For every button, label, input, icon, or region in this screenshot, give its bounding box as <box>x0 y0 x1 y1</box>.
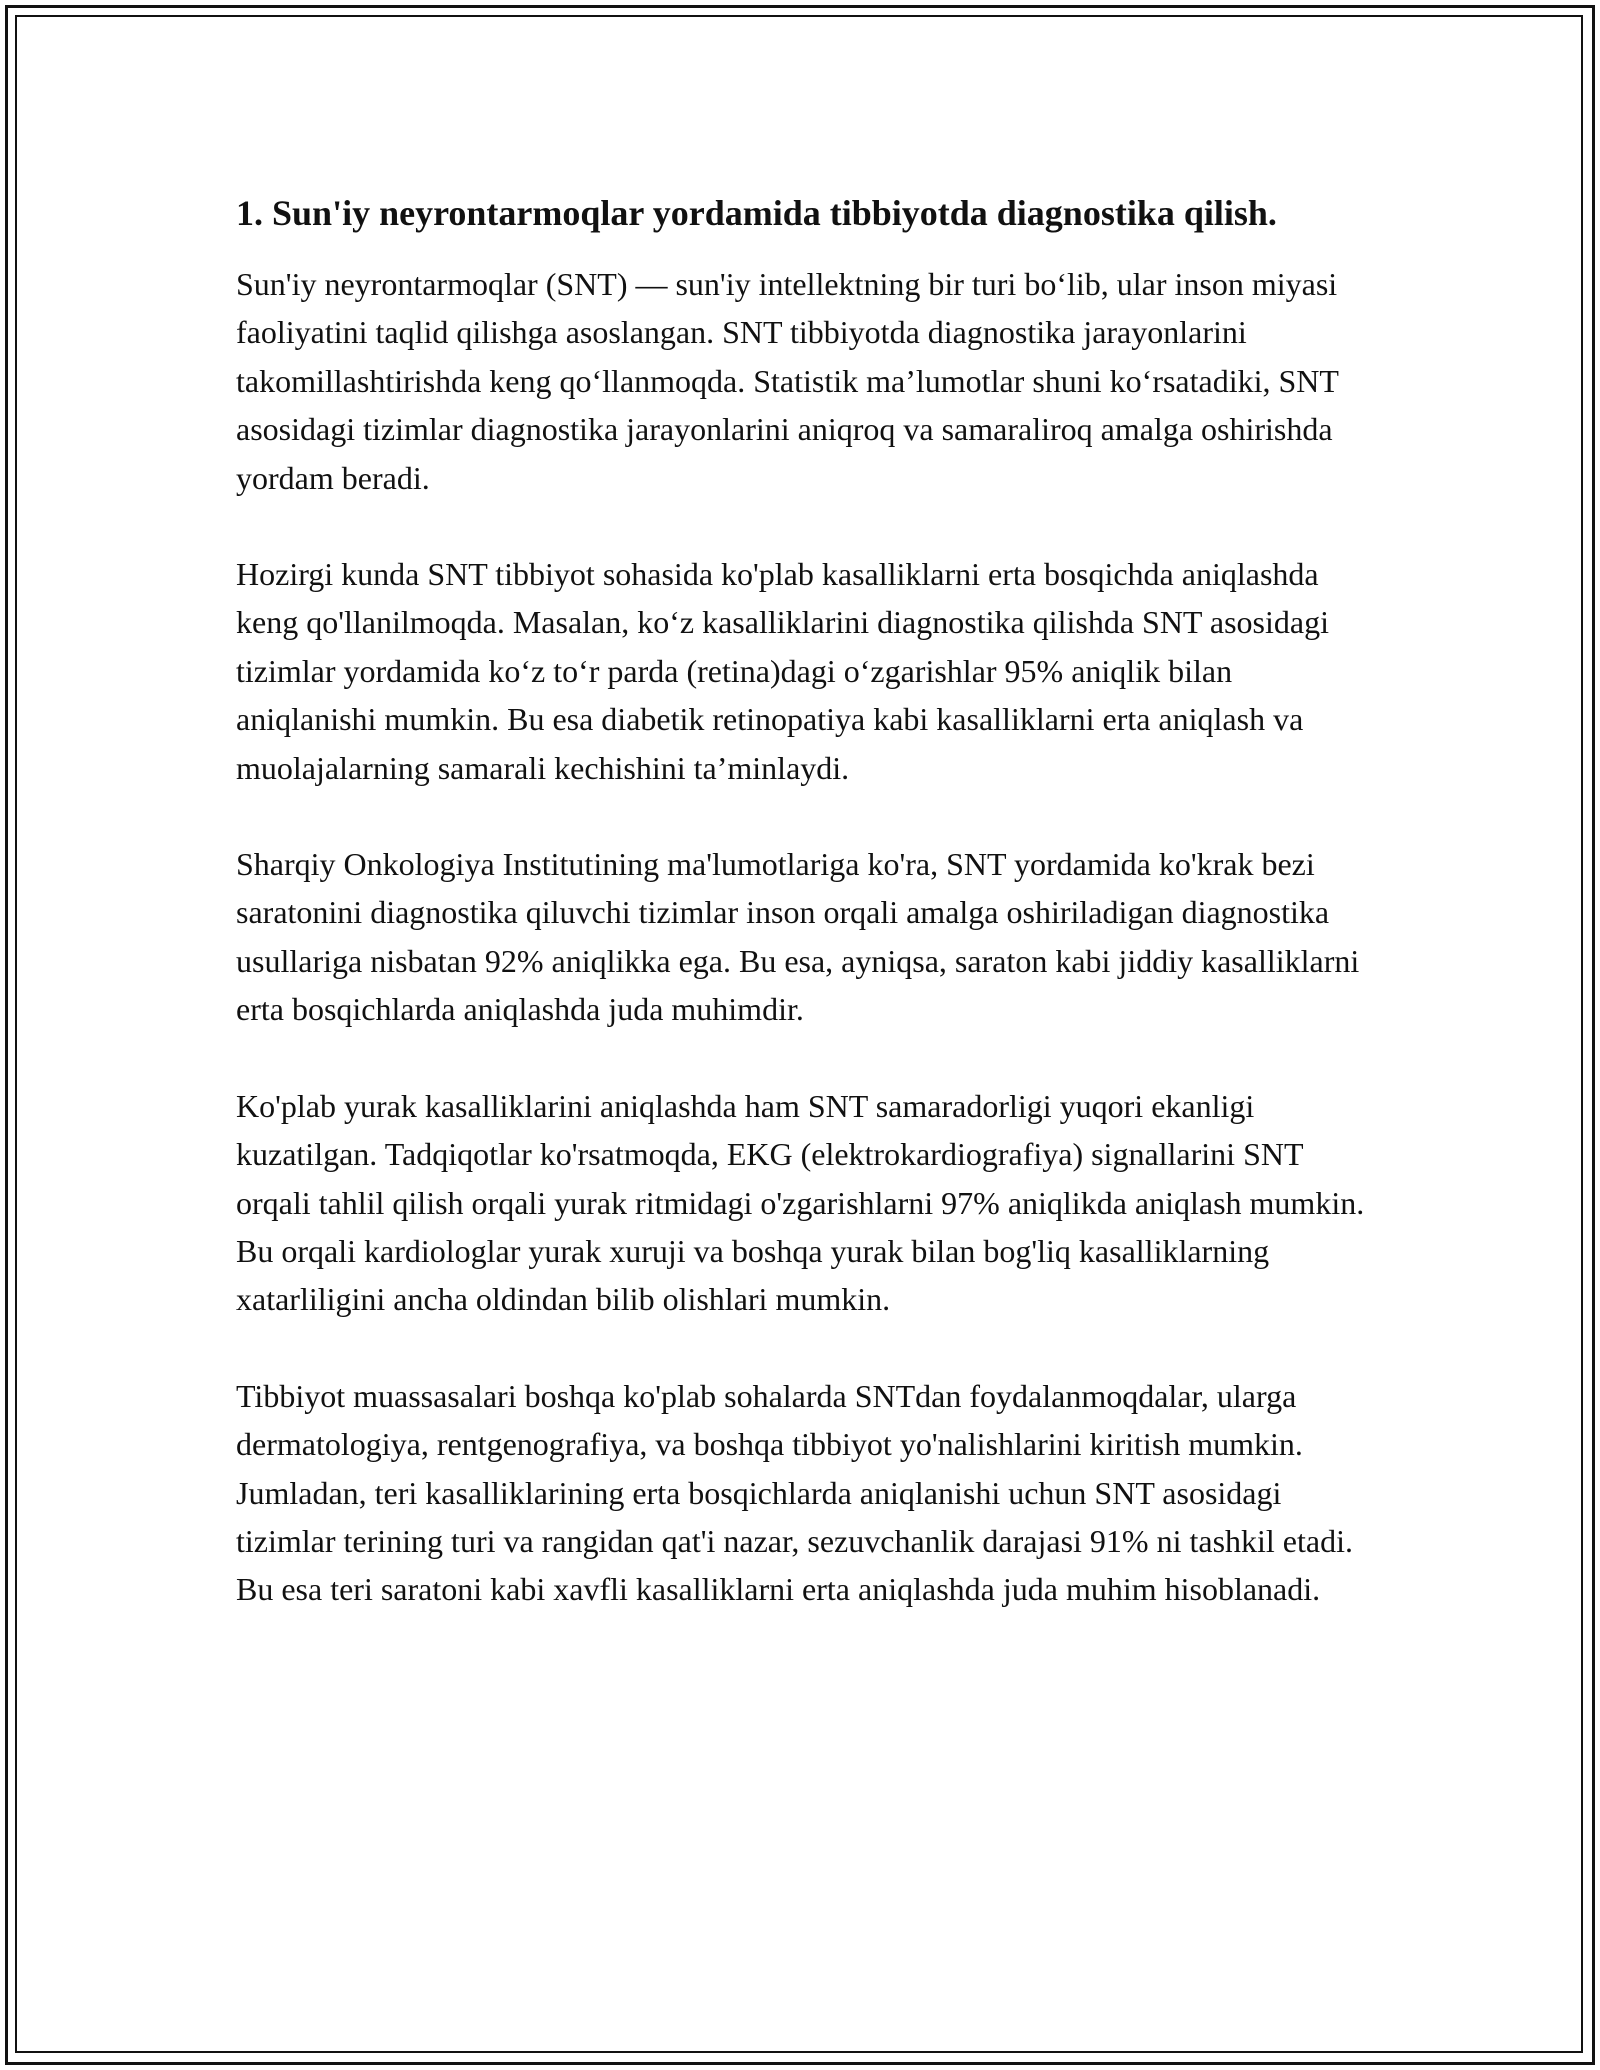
paragraph-eye-diagnostics: Hozirgi kunda SNT tibbiyot sohasida ko'plab kasalliklarni erta bosqichda aniqlashda keng qo'llanilmoqda. Masalan, ko‘z kasalliklarini diagnostika qilishda SNT asosidagi tizimlar yordamida ko‘z to‘r parda (retina)dagi o‘zgarishlar 95% aniqlik bilan aniqlanishi mumkin. Bu esa diabetik retinopatiya kabi kasalliklarni erta aniqlash va muolajalarning samarali kechishini ta’minlaydi. <box>236 556 1329 786</box>
paragraph-dermatology: Tibbiyot muassasalari boshqa ko'plab sohalarda SNTdan foydalanmoqdalar, ularga dermatologiya, rentgenografiya, va boshqa tibbiyot yo'nalishlarini kiritish mumkin. Jumladan, teri kasalliklarining erta bosqichlarda aniqlanishi uchun SNT asosidagi tizimlar terining turi va rangidan qat'i nazar, sezuvchanlik darajasi 91% ni tashkil etadi. Bu esa teri saratoni kabi xavfli kasalliklarni erta aniqlashda juda muhim hisoblanadi. <box>236 1377 1353 1608</box>
paragraph-cardiology: Ko'plab yurak kasalliklarini aniqlashda ham SNT samaradorligi yuqori ekanligi kuzatilgan. Tadqiqotlar ko'rsatmoqda, EKG (elektrokardiografiya) signallarini SNT orqali tahlil qilish orqali yurak ritmidagi o'zgarishlarni 97% aniqlikda aniqlash mumkin. Bu orqali kardiologlar yurak xuruji va boshqa yurak bilan bog'liq kasalliklarning xatarliligini ancha oldindan bilib olishlari mumkin. <box>236 1087 1365 1318</box>
document-body <box>236 186 1366 1662</box>
paragraph-intro: Sun'iy neyrontarmoqlar (SNT) — sun'iy intellektning bir turi bo‘lib, ular inson miyasi faoliyatini taqlid qilishga asoslangan. SNT tibbiyotda diagnostika jarayonlarini takomillashtirishda keng qo‘llanmoqda. Statistik ma’lumotlar shuni ko‘rsatadiki, SNT asosidagi tizimlar diagnostika jarayonlarini aniqroq va samaraliroq amalga oshirishda yordam beradi. <box>236 266 1339 496</box>
section-heading: 1. Sun'iy neyrontarmoqlar yordamida tibbiyotda diagnostika qilish. <box>236 193 1277 233</box>
paragraph-oncology: Sharqiy Onkologiya Institutining ma'lumotlariga ko'ra, SNT yordamida ko'krak bezi saratonini diagnostika qiluvchi tizimlar inson orqali amalga oshiriladigan diagnostika usullariga nisbatan 92% aniqlikka ega. Bu esa, ayniqsa, saraton kabi jiddiy kasalliklarni erta bosqichlarda aniqlashda juda muhimdir. <box>236 846 1360 1028</box>
